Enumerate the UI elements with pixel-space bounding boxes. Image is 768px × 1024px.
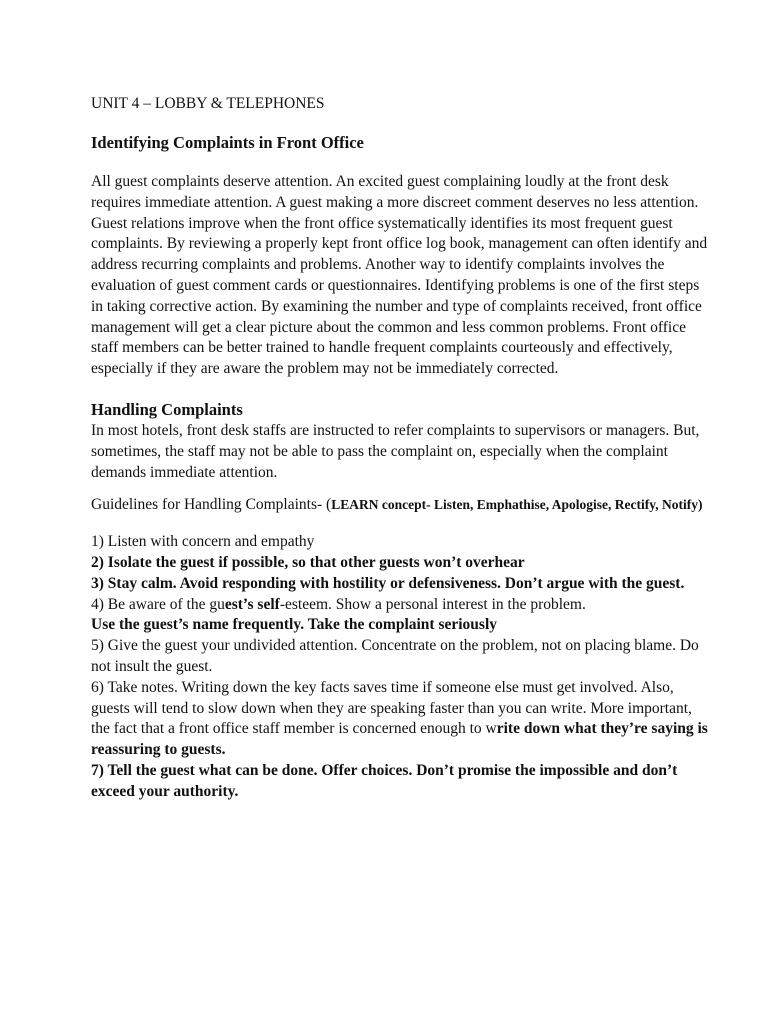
list-item-1: 1) Listen with concern and empathy <box>91 533 315 551</box>
list-item-3: 3) Stay calm. Avoid responding with hostility or defensiveness. Don’t argue with the guest. <box>91 574 685 592</box>
list-item-6-text-a: 6) Take notes. Writing down the key facts saves time if someone else must get involved. Also, guests will tend to slow down when they are speaking faster than you can write. More important, the fact that a front office staff member is concerned enough to w <box>91 678 692 738</box>
list-item-6 <box>91 678 708 761</box>
list-item-4-continuation: Use the guest’s name frequently. Take the complaint seriously <box>91 616 498 634</box>
learn-concept: LEARN concept- Listen, Emphathise, Apologise, Rectify, Notify) <box>331 497 703 513</box>
list-item-6-text-b: rite down what they’re saying is reassuring to guests. <box>91 720 708 759</box>
paragraph-handling: In most hotels, front desk staffs are instructed to refer complaints to supervisors or managers. But, sometimes, the staff may not be able to pass the complaint on, especially when the complaint demands immediate attention. <box>91 421 700 481</box>
paragraph-attention: All guest complaints deserve attention. An excited guest complaining loudly at the front desk requires immediate attention. A guest making a more discreet comment deserves no less attention. <box>91 173 699 211</box>
paragraph-guest-relations: Guest relations improve when the front office systematically identifies its most frequent guest complaints. By reviewing a properly kept front office log book, management can often identify and address recurring complaints and problems. Another way to identify complaints involves the evaluation of guest comment cards or questionnaires. Identifying problems is one of the first steps in taking corrective action. By examining the number and type of complaints received, front office management will get a clear picture about the common and less common problems. Front office staff members can be better trained to handle frequent complaints courteously and effectively, especially if they are aware the problem may not be immediately corrected. <box>91 214 708 378</box>
list-item-4-text-a: 4) Be aware of the gu <box>91 595 225 613</box>
list-item-4-text-c: -esteem. Show a personal interest in the problem. <box>279 595 586 613</box>
guidelines-prefix: Guidelines for Handling Complaints- ( <box>91 496 332 514</box>
guidelines-intro <box>91 495 708 516</box>
unit-title: UNIT 4 – LOBBY & TELEPHONES <box>91 95 325 112</box>
list-item-4 <box>91 595 708 616</box>
section-spacer <box>91 380 708 399</box>
guidelines-list <box>91 532 708 802</box>
list-item-4-text-b: est’s self <box>224 595 280 613</box>
list-item-2: 2) Isolate the guest if possible, so that other guests won’t overhear <box>91 553 525 571</box>
list-item-5: 5) Give the guest your undivided attention. Concentrate on the problem, not on placing blame. Do not insult the guest. <box>91 637 699 675</box>
section-heading-handling-complaints: Handling Complaints <box>91 399 243 419</box>
section-heading-identifying-complaints: Identifying Complaints in Front Office <box>91 133 364 152</box>
list-item-7: 7) Tell the guest what can be done. Offer choices. Don’t promise the impossible and don’t exceed your authority. <box>91 761 678 800</box>
